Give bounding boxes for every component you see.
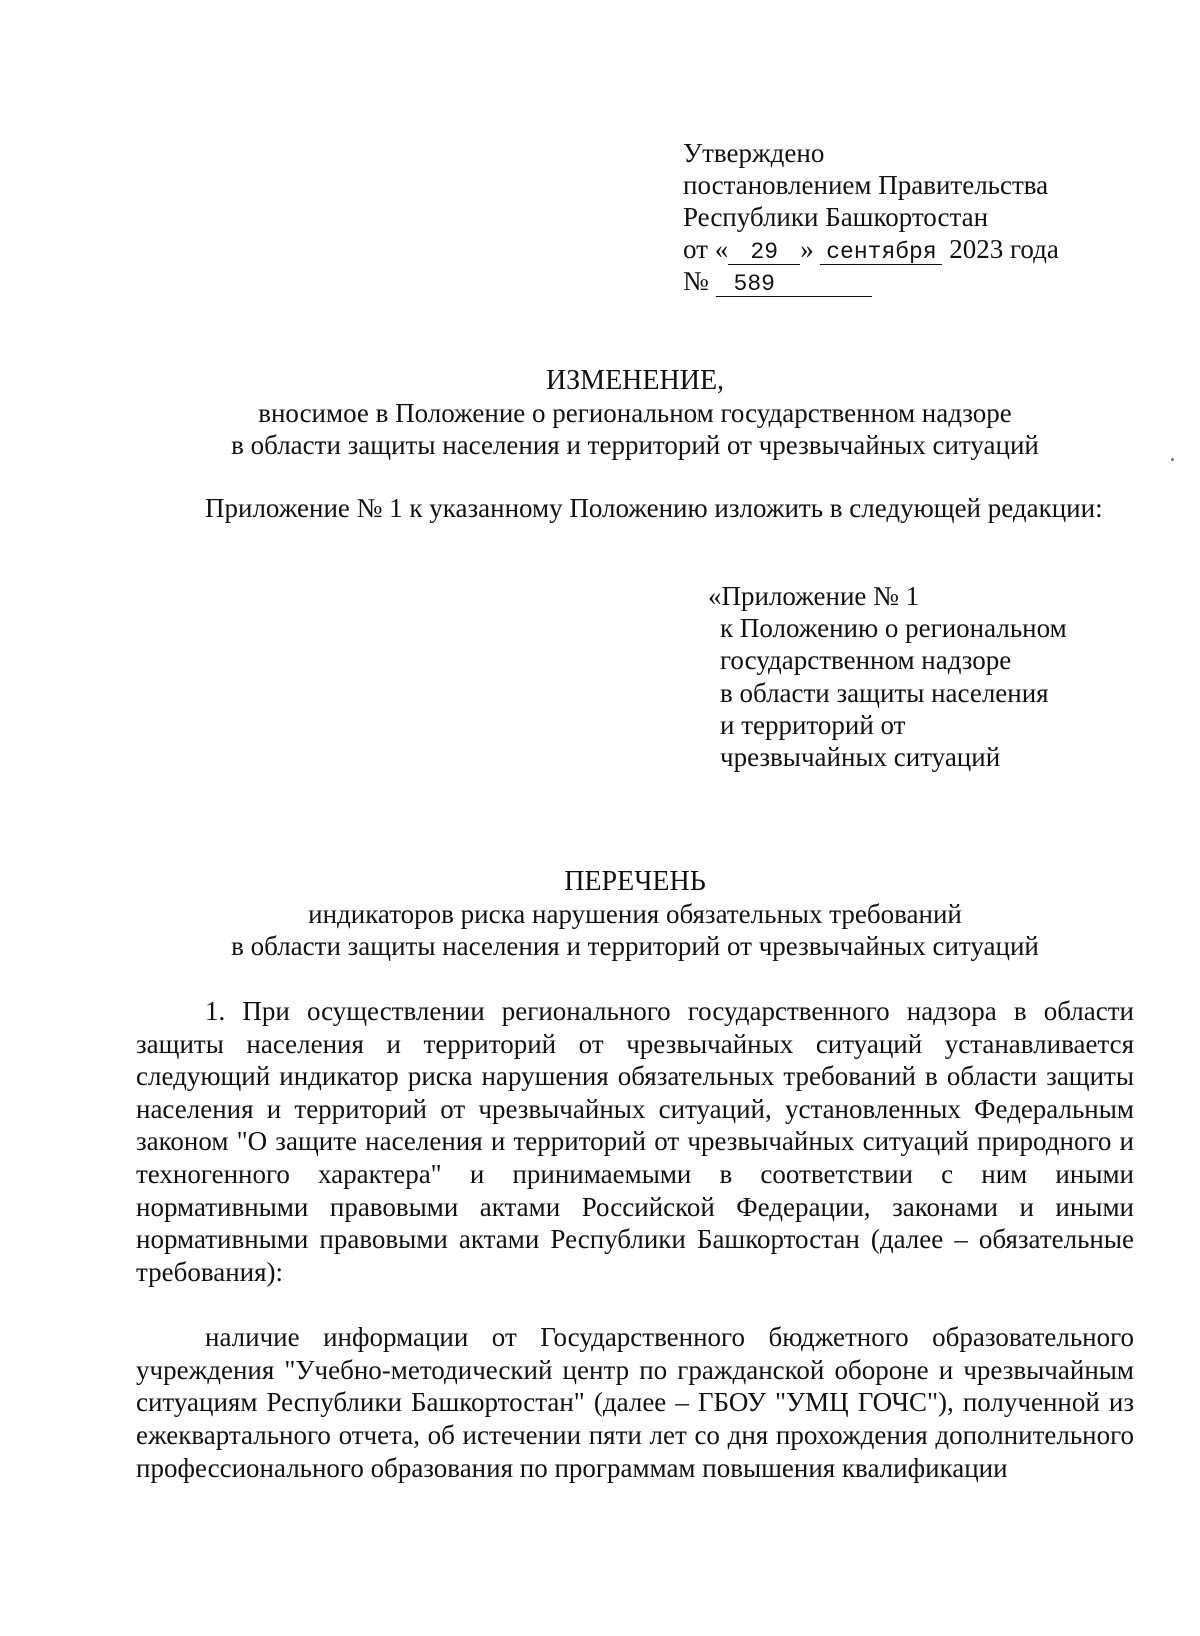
list-subtitle-1: индикаторов риска нарушения обязательных требований xyxy=(308,899,962,929)
approval-date xyxy=(683,233,1059,265)
body-paragraph-2: наличие информации от Государственного бюджетного образовательного учреждения "Учебно-методический центр по гражданской обороне и чрезвычайным ситуациям Республики Башкортостан" (далее – ГБОУ "УМЦ ГОЧС"), полученной из ежеквартального отчета, об истечении пяти лет со дня прохождения дополнительного профессионального образования по программам повышения квалификации xyxy=(136,1322,1134,1483)
date-prefix: от « xyxy=(683,234,729,264)
date-month-field: сентября xyxy=(820,240,942,265)
approval-stamp xyxy=(683,137,1059,297)
date-mid: » xyxy=(800,234,821,264)
change-subtitle-1: вносимое в Положение о региональном государственном надзоре xyxy=(258,398,1012,428)
change-title: ИЗМЕНЕНИЕ, xyxy=(545,365,725,396)
appendix-reference xyxy=(708,580,1067,773)
body-paragraph-1: 1. При осуществлении регионального государственного надзора в области защиты населения и территорий от чрезвычайных ситуаций устанавливается следующий индикатор риска нарушения обязательных требований в области защиты населения и территорий от чрезвычайных ситуаций, установленных Федеральным законом "О защите населения и территорий от чрезвычайных ситуаций природного и техногенного характера" и принимаемыми в соответствии с ним иными нормативными правовыми актами Российской Федерации, законами и иными нормативными правовыми актами Республики Башкортостан (далее – обязательные требования): xyxy=(136,996,1134,1287)
appendix-line-1: «Приложение № 1 xyxy=(708,581,920,611)
approval-line-1: Утверждено xyxy=(683,138,825,168)
appendix-line-4: в области защиты населения xyxy=(720,677,1049,708)
approval-line-3: Республики Башкортостан xyxy=(683,202,989,232)
change-subtitle-2: в области защиты населения и территорий от чрезвычайных ситуаций xyxy=(231,430,1039,460)
appendix-line-3: государственном надзоре xyxy=(720,645,1012,676)
appendix-line-5: и территорий от xyxy=(720,709,906,740)
list-title: ПЕРЕЧЕНЬ xyxy=(564,866,706,897)
approval-line-2: постановлением Правительства xyxy=(683,170,1049,200)
appendix-line-2: к Положению о региональном xyxy=(720,613,1067,644)
appendix-line-6: чрезвычайных ситуаций xyxy=(720,742,1001,773)
list-subtitle-2: в области защиты населения и территорий от чрезвычайных ситуаций xyxy=(231,931,1039,961)
scan-speck xyxy=(1171,458,1174,461)
intro-paragraph: Приложение № 1 к указанному Положению изложить в следующей редакции: xyxy=(205,493,1103,523)
number-field: 589 xyxy=(716,272,872,297)
number-prefix: № xyxy=(683,266,716,296)
date-suffix: 2023 года xyxy=(942,234,1059,264)
approval-number xyxy=(683,265,1059,297)
date-day-field: 29 xyxy=(728,240,800,265)
